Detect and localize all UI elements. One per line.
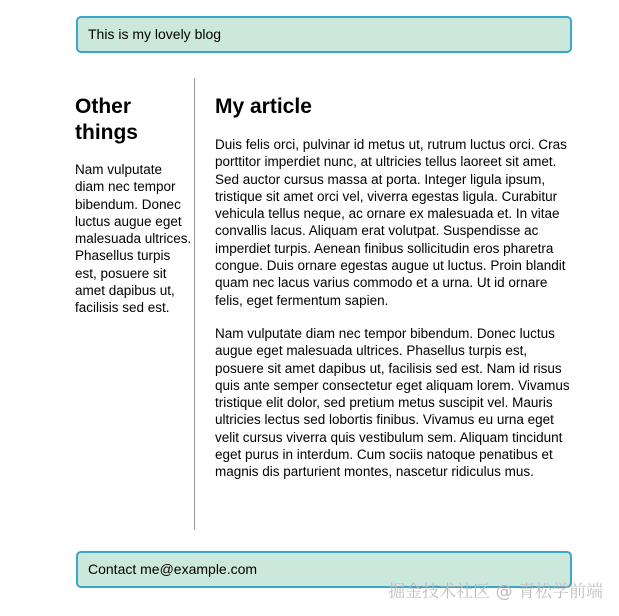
sidebar-title: Other things [75, 95, 138, 144]
article-paragraph-1: Duis felis orci, pulvinar id metus ut, rutrum luctus orci. Cras porttitor imperdiet nunc, at ultricies tellus laoreet sit amet. Sed auctor cursus massa at porta. Integer ligula ipsum, tristique sit amet orci vel, viverra egestas ligula. Curabitur vehicula tellus neque, ac ornare ex malesuada et. In vitae convallis lacus. Aliquam erat volutpat. Suspendisse ac imperdiet turpis. Aenean finibus sollicitudin eros pharetra congue. Duis ornare egestas augue ut luctus. Proin blandit quam nec lacus varius commodo et a urna. Ut id ornare felis, eget fermentum sapien. [215, 137, 567, 308]
header-text: This is my lovely blog [88, 26, 222, 42]
sidebar-text: Nam vulputate diam nec tempor bibendum. Donec luctus augue eget malesuada ultrices. Phasellus turpis est, posuere sit amet dapibus ut, facilisis sed est. [75, 162, 192, 316]
sidebar [75, 78, 195, 530]
article-title: My article [215, 95, 312, 118]
article [215, 78, 577, 481]
site-header [76, 16, 572, 53]
watermark: 掘金技术社区 @ 青松学前端 [388, 582, 603, 602]
footer-text: Contact me@example.com [88, 561, 258, 577]
article-paragraph-2: Nam vulputate diam nec tempor bibendum. Donec luctus augue eget malesuada ultrices. Phasellus turpis est, posuere sit amet dapibus ut, facilisis sed est. Nam id risus quis ante semper consectetur eget aliquam lorem. Vivamus tristique elit dolor, sed pretium metus suscipit vel. Mauris ultricies lectus sed lobortis finibus. Vivamus eu urna eget velit cursus viverra quis vestibulum sem. Aliquam tincidunt eget purus in interdum. Cum sociis natoque penatibus et magnis dis parturient montes, nascetur ridiculus mus. [215, 325, 570, 480]
